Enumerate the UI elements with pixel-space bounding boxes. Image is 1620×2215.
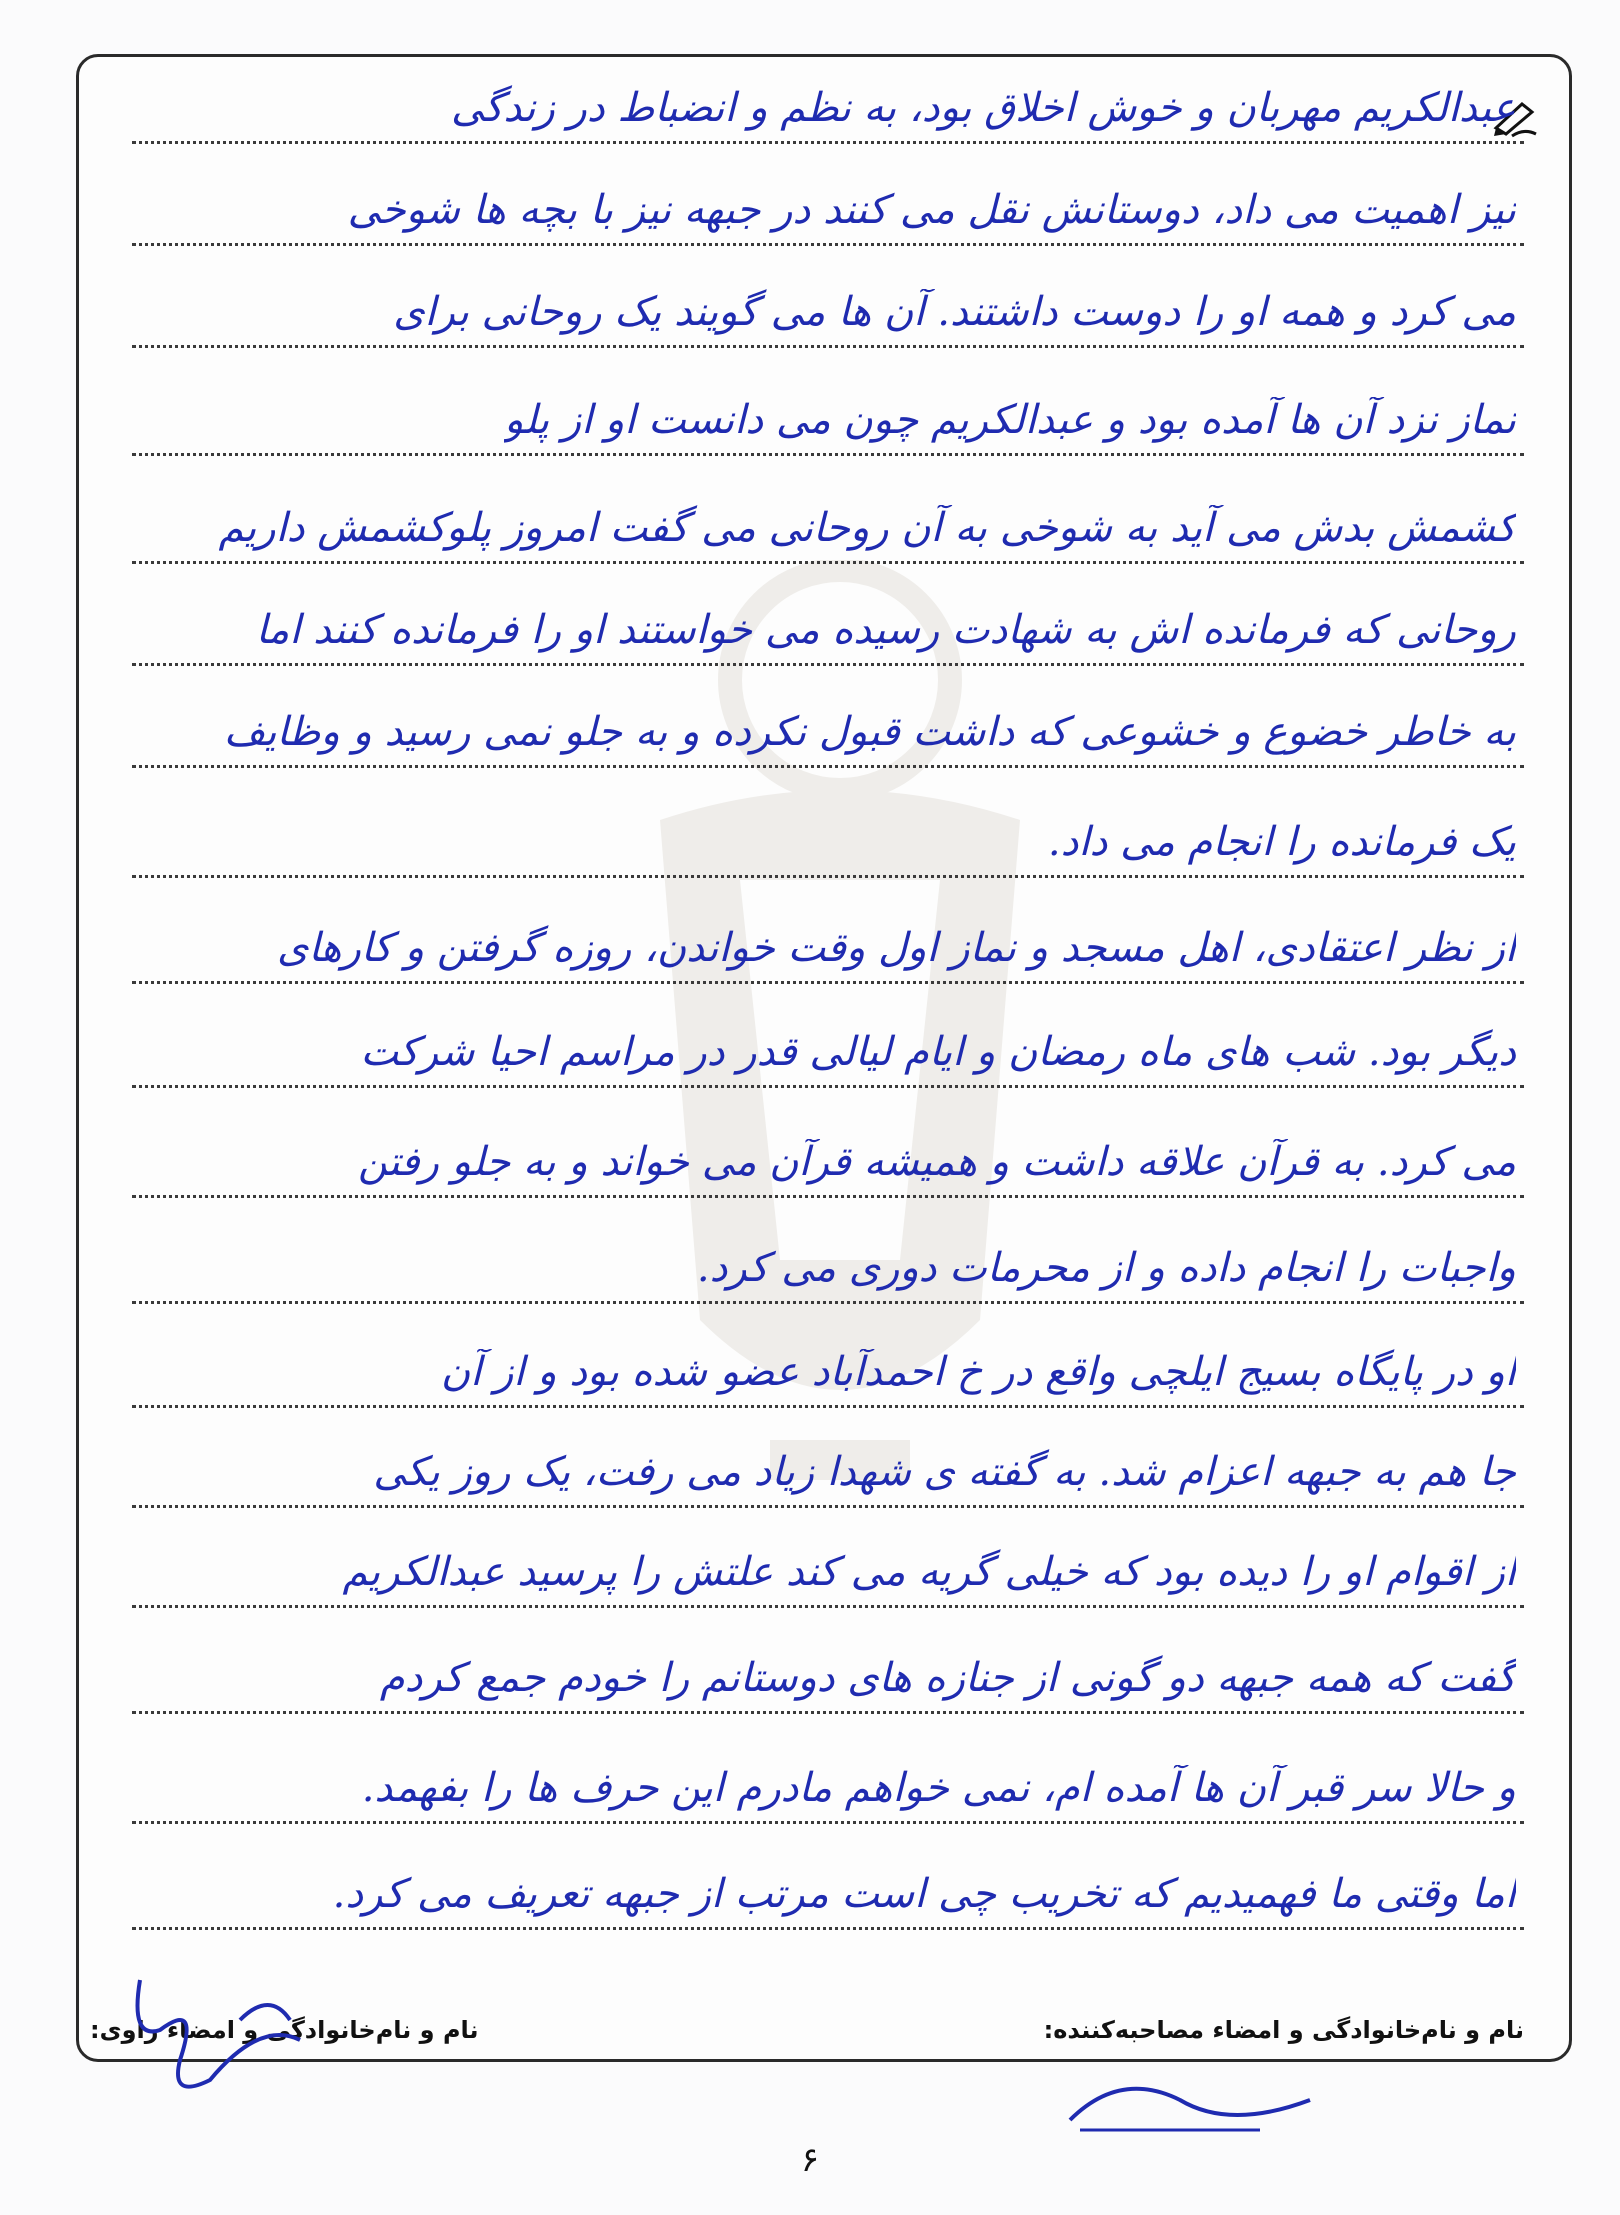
handwritten-line	[132, 372, 1524, 456]
handwritten-line	[132, 1004, 1524, 1088]
line-text: یک فرمانده را انجام می داد.	[1047, 819, 1516, 865]
line-text: واجبات را انجام داده و از محرمات دوری می کرد.	[696, 1245, 1516, 1291]
handwritten-line	[132, 1324, 1524, 1408]
handwritten-line	[132, 1114, 1524, 1198]
handwritten-line	[132, 264, 1524, 348]
line-text: نیز اهمیت می داد، دوستانش نقل می کنند در جبهه نیز با بچه ها شوخی	[347, 187, 1516, 233]
interviewer-signature-label: نام و نام‌خانوادگی و امضاء مصاحبه‌کننده:	[1043, 2016, 1524, 2044]
handwritten-line	[132, 1630, 1524, 1714]
line-text: دیگر بود. شب های ماه رمضان و ایام لیالی قدر در مراسم احیا شرکت	[360, 1029, 1516, 1075]
handwritten-line	[132, 1740, 1524, 1824]
line-text: نماز نزد آن ها آمده بود و عبدالکریم چون می دانست او از پلو	[504, 397, 1516, 443]
handwritten-line	[132, 900, 1524, 984]
interviewer-signature	[1060, 2060, 1320, 2140]
handwritten-line	[132, 582, 1524, 666]
line-text: می کرد. به قرآن علاقه داشت و همیشه قرآن می خواند و به جلو رفتن	[358, 1139, 1516, 1185]
handwritten-line	[132, 60, 1524, 144]
line-text: به خاطر خضوع و خشوعی که داشت قبول نکرده و به جلو نمی رسید و وظایف	[223, 709, 1516, 755]
handwritten-line	[132, 1524, 1524, 1608]
handwritten-line	[132, 1846, 1524, 1930]
line-text: از اقوام او را دیده بود که خیلی گریه می کند علتش را پرسید عبدالکریم	[342, 1549, 1516, 1595]
line-text: و حالا سر قبر آن ها آمده ام، نمی خواهم مادرم این حرف ها را بفهمد.	[361, 1765, 1516, 1811]
line-text: می کرد و همه او را دوست داشتند. آن ها می گویند یک روحانی برای	[393, 289, 1516, 335]
line-text: کشمش بدش می آید به شوخی به آن روحانی می گفت امروز پلوکشمش داریم	[218, 505, 1516, 551]
line-text: عبدالکریم مهربان و خوش اخلاق بود، به نظم و انضباط در زندگی	[450, 85, 1516, 131]
handwritten-line	[132, 1220, 1524, 1304]
narrator-signature-label: نام و نام‌خانوادگی و امضاء راوی:	[90, 2016, 479, 2044]
line-text: جا هم به جبهه اعزام شد. به گفته ی شهدا زیاد می رفت، یک روز یکی	[373, 1449, 1516, 1495]
handwritten-line	[132, 162, 1524, 246]
line-text: او در پایگاه بسیج ایلچی واقع در خ احمدآباد عضو شده بود و از آن	[440, 1349, 1516, 1395]
handwritten-line	[132, 480, 1524, 564]
handwritten-line	[132, 794, 1524, 878]
line-text: از نظر اعتقادی، اهل مسجد و نماز اول وقت خواندن، روزه گرفتن و کارهای	[277, 925, 1516, 971]
line-text: روحانی که فرمانده اش به شهادت رسیده می خواستند او را فرمانده کنند اما	[255, 607, 1516, 653]
line-text: اما وقتی ما فهمیدیم که تخریب چی است مرتب از جبهه تعریف می کرد.	[332, 1871, 1516, 1917]
page-number: ۶	[800, 2140, 820, 2180]
narrator-signature	[120, 1960, 320, 2110]
handwritten-line	[132, 684, 1524, 768]
handwritten-line	[132, 1424, 1524, 1508]
handwritten-lines	[132, 0, 1524, 2215]
line-text: گفت که همه جبهه دو گونی از جنازه های دوستانم را خودم جمع کردم	[379, 1655, 1516, 1701]
